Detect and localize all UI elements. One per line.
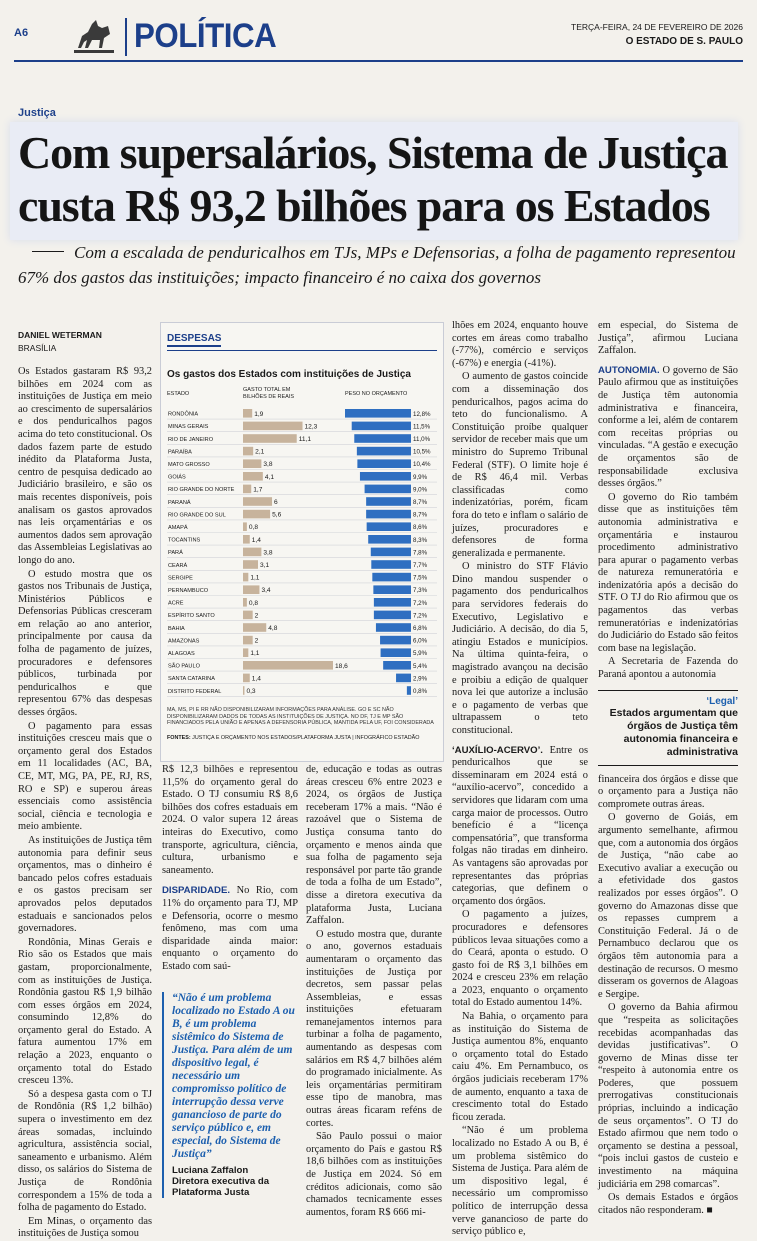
total-value-label: 3,8 [263, 461, 273, 469]
total-value-label: 18,6 [335, 662, 348, 670]
total-bar [243, 560, 258, 569]
column-3 [306, 764, 442, 1218]
paragraph: R$ 12,3 bilhões e representou 11,5% do orçamento geral do Estado. O TJ consumiu R$ 8,6 bilhões dos cofres estaduais em 2024. O valor supera 12 áreas inteiras do Executivo, como transporte, agricultura, ciência, cultura, urbanismo e saneamento. [162, 764, 298, 876]
total-value-label: 2 [254, 612, 259, 620]
pct-bar [372, 573, 411, 582]
pct-bar [380, 636, 411, 645]
side-box-title: Estados argumentam que órgãos de Justiça têm autonomia financeira e administrativa [609, 706, 738, 758]
side-box [598, 690, 738, 766]
paragraph: As instituições de Justiça têm autonomia para definir seus orçamentos, mas o dinheiro é bancado pelos cofres estaduais e os gastos precisam ser aprovados pelos deputados estaduais e sancionados pelos governadores. [18, 834, 152, 935]
total-bar [243, 611, 253, 620]
paragraph: Os demais Estados e órgãos citados não responderam. ■ [598, 1192, 738, 1216]
pct-value-label: 10,4% [413, 461, 431, 469]
total-value-label: 3,4 [261, 587, 271, 595]
pct-bar [366, 497, 411, 506]
total-value-label: 1,1 [250, 650, 260, 658]
paragraph: financeira dos órgãos e disse que o orçamento para a Justiça não compromete outras áreas. [598, 773, 738, 810]
total-bar [243, 485, 251, 494]
state-label: AMAPÁ [168, 525, 188, 531]
total-bar [243, 472, 263, 481]
paragraph: Os Estados gastaram R$ 93,2 bilhões em 2024 com as instituições de Justiça em meio ao crescimento de supersalários e dos penduricalhos pagos acima do teto constitucional. Os dados fazem parte de estudo inédito da Plataforma Justa, centro de pesquisa dedicado ao Judiciário brasileiro, e são os mais recentes disponíveis, pois analisam os gastos aprovados nas leis orçamentárias e os aumentos dados sem aprovação das Assembleias Legislativas ao longo do ano. [18, 366, 152, 566]
pct-bar [381, 648, 411, 657]
paragraph: de, educação e todas as outras áreas cresceu 6% entre 2023 e 2024, os órgãos de Justiça receberam 17% a mais. “Não é razoável que o Sistema de Justiça consuma tanto do orçamento e menos ainda que sua folha de pagamento seja responsável por parte tão grande de toda a folha de um Estado”, disse a diretora executiva da plataforma Justa, Luciana Zaffalon. [306, 764, 442, 927]
paragraph: A Secretaria de Fazenda do Paraná apontou a autonomia [598, 656, 738, 681]
total-value-label: 1,9 [254, 410, 264, 418]
paragraph-text: Entre os penduricalhos que se disseminaram em 2024 está o “auxílio-acervo”, concedido a servidores que lidaram com uma carga maior de processos. Outro benefício é a “licença compensatória”, que transforma folgas não tiradas em dinheiro. As vantagens são aprovadas por representantes das próprias categorias, que definem o orçamento dos órgãos. [452, 744, 588, 907]
pct-bar [374, 598, 411, 607]
pct-bar [365, 485, 411, 494]
state-label: SERGIPE [168, 575, 193, 582]
state-label: ALAGOAS [168, 651, 195, 657]
state-label: RIO GRANDE DO NORTE [168, 487, 235, 494]
state-label: ESPÍRITO SANTO [168, 613, 215, 620]
total-bar [243, 409, 252, 418]
paragraph: São Paulo possui o maior orçamento do País e gastou R$ 18,6 bilhões com as instituições de Justiça em 2024. Só em créditos adicionais, como são chamados tecnicamente esses aumentos, foram R$ 666 mi- [306, 1131, 442, 1218]
pct-bar [371, 548, 411, 557]
pct-bar [373, 585, 411, 594]
paragraph: Em Minas, o orçamento das instituições de Justiça somou [18, 1215, 152, 1240]
paragraph: O estudo mostra que os gastos nos Tribunais de Justiça, Ministérios Públicos e Defensorias Públicas cresceram em relação ao ano anterior, principalmente por causa da folha de pagamento de juízes, procuradores e defensores públicos, turbinada por penduricalhos e que representou 67% das despesas desses órgãos. [18, 568, 152, 719]
side-box-tag: ‘Legal’ [706, 695, 738, 707]
paragraph: O governo de Goiás, em argumento semelhante, afirmou que, com a autonomia dos órgãos de Justiça, “não cabe ao Executivo avaliar a execução ou a efetividade dos gastos realizados por esses órgãos”. O governo do Amazonas disse que os repasses cumprem a Constituição Federal. Já o de Pernambuco declarou que os órgãos têm autonomia para a destinação de recursos. O mesmo disseram os governos de Alagoas e Sergipe. [598, 812, 738, 1000]
quote-author: Luciana Zaffalon [172, 1164, 249, 1176]
paragraph: O governo do Rio também disse que as instituições têm autonomia administrativa e orçamentária e instaurou procedimento administrativo para apurar o pagamento verbas de natureza remuneratória e indenizatória após a decisão do STF. O TJ do Rio afirmou que os pagamentos das verbas remuneratórias e indenizatórias do Judiciário do Estado são feitos com base na legislação. [598, 491, 738, 654]
pct-bar [371, 560, 411, 569]
pct-bar [367, 522, 411, 531]
total-bar [243, 623, 266, 632]
pct-value-label: 5,9% [413, 650, 428, 658]
article-kicker: Justiça [18, 107, 56, 119]
state-label: RONDÔNIA [168, 411, 199, 418]
state-label: MINAS GERAIS [168, 424, 209, 431]
pct-bar [396, 674, 411, 683]
total-value-label: 0,3 [246, 688, 256, 695]
state-label: DISTRITO FEDERAL [168, 688, 222, 695]
chart-note: MA, MS, PI E RR NÃO DISPONIBILIZARAM INFORMAÇÕES PARA ANÁLISE. GO E SC NÃO DISPONIBILIZARAM DADOS DE TODAS AS INSTITUIÇÕES DE JUSTIÇA. NO DF, TJ E MP SÃO FINANCIADOS PELA UNIÃO E APENAS A DEFENSORIA PÚBLICA, MANTIDA PELA UF, FOI CONSIDERADA [167, 707, 434, 727]
infographic [160, 322, 444, 762]
state-label: RIO DE JANEIRO [168, 436, 214, 443]
pct-value-label: 12,8% [413, 410, 431, 418]
total-bar [243, 422, 303, 431]
total-bar [243, 598, 247, 607]
paragraph: O estudo mostra que, durante o ano, governos estaduais aumentaram o orçamento das instituições de Justiça por decretos, sem passar pelas Assembleias, e essas instituições efetuaram remanejamentos internos para turbinar a folha de pagamento, aumentando as despesas com salários em R$ 4,7 bilhões além do programado inicialmente. As leis orçamentárias permitiram esse tipo de manobra, mas outras áreas ficaram reféns de cortes. [306, 928, 442, 1129]
edition-date: TERÇA-FEIRA, 24 DE FEVEREIRO DE 2026 [571, 22, 743, 32]
total-bar [243, 497, 272, 506]
paragraph-text: No Rio, com 11% do orçamento para TJ, MP e Defensoria, ocorre o mesmo fenômeno, mas com uma disparidade ainda maior: enquanto o orçamento do Estado com saú- [162, 885, 298, 972]
author-name: DANIEL WETERMAN [18, 330, 102, 340]
pct-value-label: 6,0% [413, 637, 428, 645]
total-value-label: 6 [274, 499, 278, 506]
total-value-label: 11,1 [298, 436, 312, 443]
pct-bar [357, 459, 411, 468]
column-5 [598, 320, 738, 1216]
header-rule [14, 60, 743, 62]
total-bar [243, 447, 253, 456]
pct-value-label: 7,3% [413, 587, 428, 595]
paragraph: Na Bahia, o orçamento para as instituição do Sistema de Justiça aumentou 8%, enquanto o orçamento total do Estado caiu 4%. Em Pernambuco, os órgãos judiciais receberam 17% de aumento, enquanto a taxa de crescimento total do Estado ficou zerada. [452, 1011, 588, 1123]
pull-quote-text: “Não é um problema localizado no Estado A ou B, é um problema sistêmico do Sistema de Justiça. Para além de um dispositivo legal, é necessário um compromisso político de interrupção dessa verve ganancioso de parte do serviço público e, em especial, do Sistema de Justiça” [172, 991, 295, 1160]
total-value-label: 4,1 [264, 473, 275, 481]
state-label: MATO GROSSO [168, 462, 210, 468]
total-bar [243, 585, 259, 594]
state-label: CEARÁ [168, 562, 188, 569]
pct-value-label: 5,4% [413, 662, 428, 670]
article-deck: Com a escalada de penduricalhos em TJs, MPs e Defensorias, a folha de pagamento representou 67% dos gastos das instituições; impacto financeiro é no caixa dos governos [18, 243, 736, 287]
column-4 [452, 320, 588, 1238]
paragraph: O aumento de gastos coincide com a disseminação dos penduricalhos, pagos acima do teto do funcionalismo. A Constituição proíbe qualquer servidor de receber mais que um ministro do Supremo Tribunal Federal (STF). O limite hoje é de R$ 46,4 mil. Verbas classificadas como indenizatórias, porém, ficam fora do teto e inflam o salário de juízes, procuradores e defensores de forma generalizada e permanente. [452, 371, 588, 559]
paragraph: Rondônia, Minas Gerais e Rio são os Estados que mais gastam, proporcionalmente, com as instituições de Justiça. Rondônia gastou R$ 1,9 bilhão com esses órgãos em 2024, consumindo 12,8% do orçamento geral do Estado. A fatura aumentou 17% em relação a 2023, enquanto o orçamento total do Estado cresceu 13%. [18, 936, 152, 1087]
state-label: BAHIA [168, 625, 185, 632]
total-value-label: 0,8 [248, 524, 259, 532]
state-label: PARANÁ [168, 499, 191, 506]
total-value-label: 1,4 [251, 536, 261, 544]
paragraph: Só a despesa gasta com o TJ de Rondônia (R$ 1,2 bilhão) supera o investimento em dez áreas somadas, incluindo agricultura, assistência social, saneamento e urbanismo. Além disso, os salários do Sistema de Justiça de Rondônia correspondem a 15% de toda a folha de pagamento do Estado. [18, 1088, 152, 1214]
paragraph-text: O governo de São Paulo afirmou que as instituições de Justiça têm autonomia administrativa e financeira, conforme a lei, além de contarem com receitas próprias ou vinculadas. “A gestão e execução de orçamentos são de responsabilidade exclusiva desses órgãos.” [598, 364, 738, 490]
pct-bar [360, 472, 411, 481]
total-bar [243, 573, 248, 582]
newspaper-name: O ESTADO DE S. PAULO [625, 36, 743, 47]
header-state: ESTADO [167, 391, 190, 397]
subhead-lead: DISPARIDADE. [162, 885, 231, 897]
pct-bar [374, 611, 411, 620]
pct-bar [368, 535, 411, 544]
paragraph: O ministro do STF Flávio Dino mandou suspender o pagamento dos penduricalhos para servidores federais do Executivo, Legislativo e Judiciário. A decisão, do dia 5, atingiu Estados e municípios. Na última quinta-feira, o magistrado avançou na decisão e proibiu a edição de qualquer nova lei que autorize a inclusão e o pagamento de verbas que ultrapassem o teto constitucional. [452, 561, 588, 736]
total-bar [243, 535, 250, 544]
paragraph: O governo da Bahia afirmou que “respeita as solicitações recebidas acompanhadas das devidas justificativas”. O governo de Minas disse ter “respeito à autonomia entre os Poderes, que possuem prerrogativas constitucionais próprias, incluindo a indicação de seus orçamentos”. O TJ do Estado afirmou que nem todo o orçamento se destina a pessoal, “pois inclui gastos de custeio e investimento na máquina judiciária em 298 comarcas”. [598, 1002, 738, 1190]
total-bar [243, 674, 250, 683]
pct-bar [407, 686, 411, 695]
total-bar [243, 686, 244, 695]
pct-value-label: 9,9% [413, 473, 428, 481]
header-divider [125, 18, 127, 56]
total-bar [243, 510, 270, 519]
total-value-label: 5,6 [272, 511, 282, 519]
pct-bar [366, 510, 411, 519]
pct-bar [357, 447, 411, 456]
pct-value-label: 11,5% [413, 423, 431, 431]
pct-bar [352, 422, 411, 431]
total-bar [243, 661, 333, 670]
header-total: GASTO TOTAL EM BILHÕES DE REAIS [243, 387, 295, 400]
pct-bar [383, 661, 411, 670]
paragraph-lead [162, 885, 298, 973]
pct-value-label: 7,7% [413, 562, 428, 569]
total-value-label: 3,1 [260, 562, 270, 569]
paragraph-lead [452, 745, 588, 909]
total-bar [243, 522, 247, 531]
total-value-label: 2 [254, 637, 259, 645]
chart-sources [167, 735, 435, 741]
pct-bar [376, 623, 411, 632]
state-label: AMAZONAS [168, 638, 200, 645]
total-value-label: 2,1 [255, 448, 265, 456]
pct-value-label: 11,0% [413, 436, 431, 443]
section-title: POLÍTICA [134, 17, 277, 55]
pct-value-label: 8,3% [413, 536, 428, 544]
total-bar [243, 648, 248, 657]
total-value-label: 0,8 [248, 599, 259, 607]
state-label: RIO GRANDE DO SUL [168, 512, 226, 519]
total-bar [243, 548, 261, 557]
state-label: PARAÍBA [168, 449, 192, 456]
author-location: BRASÍLIA [18, 343, 57, 353]
sources-label: FONTES: [167, 735, 191, 741]
pct-bar [345, 409, 411, 418]
masthead-logo-icon [72, 14, 116, 56]
headline-line-2: custa R$ 93,2 bilhões para os Estados [18, 180, 710, 231]
pct-value-label: 7,2% [413, 599, 428, 607]
sources-text: JUSTIÇA E ORÇAMENTO NOS ESTADOS/PLATAFORMA JUSTA | INFOGRÁFICO ESTADÃO [192, 735, 420, 741]
subhead-lead: ‘AUXÍLIO-ACERVO’. [452, 744, 543, 756]
chart-title: Os gastos dos Estados com instituições de Justiça [167, 369, 411, 380]
pct-value-label: 10,5% [413, 448, 431, 456]
paragraph: “Não é um problema localizado no Estado A ou B, é um problema sistêmico do Sistema de Justiça. Para além de um dispositivo legal, é necessário um compromisso político de interrupção dessa verve ganancioso de parte do serviço público e, [452, 1125, 588, 1238]
total-value-label: 1,7 [253, 486, 263, 494]
pct-bar [354, 434, 411, 443]
total-value-label: 4,8 [268, 625, 278, 632]
total-value-label: 1,1 [250, 574, 260, 582]
article-headline [18, 126, 738, 232]
paragraph-lead [598, 365, 738, 491]
column-1 [18, 366, 152, 1240]
chart-svg [161, 323, 443, 703]
pct-value-label: 8,6% [413, 524, 428, 532]
state-label: PERNAMBUCO [168, 588, 209, 594]
column-2 [162, 764, 298, 1198]
state-label: TOCANTINS [168, 537, 201, 544]
state-label: ACRE [168, 600, 184, 607]
header-pct: PESO NO ORÇAMENTO [345, 391, 408, 397]
pct-value-label: 7,2% [413, 612, 428, 620]
state-label: SANTA CATARINA [168, 676, 215, 683]
pct-value-label: 6,8% [413, 625, 428, 632]
total-value-label: 1,4 [251, 675, 261, 683]
pct-value-label: 7,8% [413, 549, 428, 557]
state-label: PARÁ [168, 550, 183, 557]
paragraph: O pagamento para essas instituições cresceu mais que o orçamento geral dos Estados em 11 localidades (AC, BA, CE, MT, MG, PA, PE, RJ, RS, RO e SP) e superou áreas essenciais como assistência social, ciência e tecnologia e meio ambiente. [18, 720, 152, 833]
total-value-label: 12,3 [304, 423, 318, 431]
infographic-tag: DESPESAS [167, 333, 221, 347]
total-bar [243, 434, 297, 443]
pct-value-label: 7,5% [413, 574, 428, 582]
paragraph: em especial, do Sistema de Justiça”, afirmou Luciana Zaffalon. [598, 320, 738, 357]
pct-value-label: 8,7% [413, 511, 428, 519]
subhead-lead: AUTONOMIA. [598, 364, 660, 376]
total-bar [243, 459, 261, 468]
paragraph: lhões em 2024, enquanto houve cortes em áreas como trabalho (-77%), comércio e serviços (-67%) e energia (-41%). [452, 320, 588, 369]
paragraph: O pagamento a juízes, procuradores e defensores públicos levaa situações como a do Ceará, aponta o estudo. O gasto foi de R$ 3,1 bilhões em 2024 e cresceu 23% em relação a 2023, enquanto o orçamento total do Estado aumentou 14%. [452, 909, 588, 1009]
pct-value-label: 8,7% [413, 499, 428, 506]
pct-value-label: 2,9% [413, 675, 428, 683]
state-label: GOIÁS [168, 474, 186, 481]
total-bar [243, 636, 253, 645]
pct-value-label: 0,8% [413, 688, 428, 695]
headline-line-1: Com supersalários, Sistema de Justiça [18, 127, 728, 178]
pct-value-label: 9,0% [413, 486, 428, 494]
pull-quote [162, 992, 298, 1198]
state-label: SÃO PAULO [168, 663, 200, 670]
page-number: A6 [14, 27, 29, 39]
total-value-label: 3,8 [263, 549, 273, 557]
quote-role: Diretora executiva da Plataforma Justa [172, 1175, 270, 1198]
